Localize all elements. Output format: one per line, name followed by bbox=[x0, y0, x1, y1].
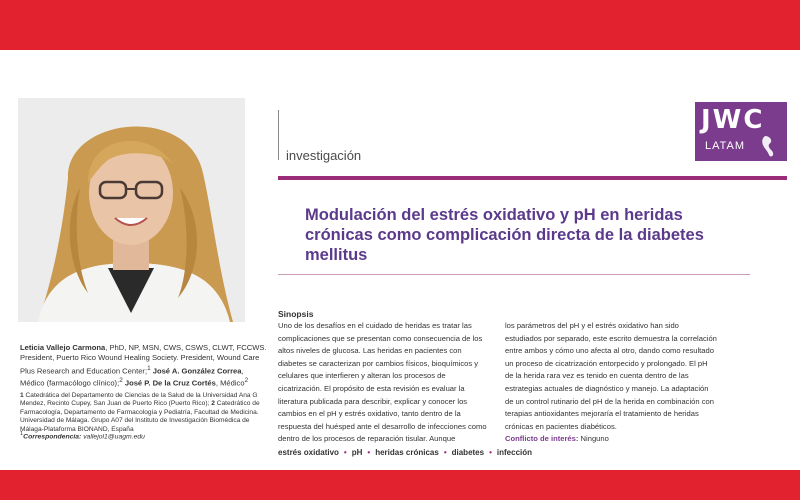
author-photo bbox=[18, 98, 245, 322]
keyword: infección bbox=[496, 448, 533, 457]
title-rule bbox=[278, 274, 750, 275]
author-name: José A. González Correa bbox=[152, 366, 242, 376]
keyword-separator: • bbox=[367, 448, 371, 457]
keyword: estrés oxidativo bbox=[278, 448, 339, 457]
correspondence bbox=[20, 431, 145, 440]
synopsis-column-2 bbox=[505, 320, 717, 446]
americas-globe-icon bbox=[759, 134, 783, 158]
affiliation-text: Catedrática del Departamento de Ciencias de la Salud de la Universidad Ana G Mendez, Recinto Cupey, San Juan de Puerto Rico (Puerto Rico); bbox=[20, 392, 258, 408]
author-name: Leticia Vallejo Carmona bbox=[20, 343, 106, 352]
affiliation-number: 2 bbox=[211, 400, 215, 408]
jwc-latam-logo bbox=[695, 102, 787, 161]
keyword-separator: • bbox=[489, 448, 492, 457]
affiliation-marker: 2 bbox=[119, 377, 123, 385]
logo-sub-text: LATAM bbox=[705, 140, 746, 152]
top-red-band bbox=[0, 0, 800, 50]
affiliation-number: 1 bbox=[20, 392, 24, 399]
synopsis-heading: Sinopsis bbox=[278, 309, 314, 319]
article-title: Modulación del estrés oxidativo y pH en heridas crónicas como complicación directa de la diabetes mellitus bbox=[305, 206, 704, 264]
section-label: investigación bbox=[286, 148, 362, 163]
correspondence-marker: 1 bbox=[20, 431, 24, 437]
logo-main-text: JWC bbox=[701, 105, 765, 135]
correspondence-label: Correspondencia: bbox=[23, 433, 82, 441]
synopsis-column-1: Uno de los desafíos en el cuidado de heridas es tratar las complicaciones que se presentan como consecuencia de los altos niveles de glucosa. Las heridas en pacientes con diabetes se caracterizan por cambios físicos, bioquímicos y celulares que interfieren y alteran los procesos de cicatrización. El propósito de esta revisión es evaluar la literatura publicada para describir, explicar y conocer los cambios en el pH y estrés oxidativo, tanto dentro de la respuesta del huésped ante el desarrollo de infecciones como dentro de los procesos de reparación tisular. Aunque bbox=[278, 321, 487, 444]
keyword-separator: • bbox=[343, 448, 347, 457]
synopsis-column-2-text: los parámetros del pH y el estrés oxidativo han sido estudiados por separado, este escrito demuestra la correlación entre ambos y cómo uno afecta al otro, dando como resultado un proceso de cicatrización entorpecido y prolongado. El pH de la herida rara vez es tenido en cuenta dentro de las estrategias actuales de diagnóstico y manejo. La adaptación de un control rutinario del pH de la herida en combinación con terapias antioxidantes mejoraría el tratamiento de heridas crónicas en pacientes diabéticos. bbox=[505, 321, 717, 431]
keyword: pH bbox=[351, 448, 363, 457]
article-page bbox=[0, 50, 800, 470]
author-details: , Médico bbox=[215, 378, 245, 388]
affiliation-marker: 1 bbox=[147, 364, 151, 372]
section-divider bbox=[278, 110, 279, 160]
conflict-of-interest-value: Ninguno bbox=[580, 434, 609, 444]
affiliation-marker: 2 bbox=[244, 377, 249, 385]
correspondence-email: vallejol1@uagm.edu bbox=[83, 433, 145, 441]
author-name: José P. De la Cruz Cortés bbox=[124, 378, 216, 388]
author-details: , Médico (farmacólogo clínico); bbox=[20, 366, 244, 388]
conflict-of-interest-label: Conflicto de interés: bbox=[505, 434, 579, 444]
keyword-separator: • bbox=[443, 448, 447, 457]
affiliation-text: Catedrático de Farmacología, Departamento de Farmacología y Pediatría, Facultad de Medicina. Universidad de Málaga. Grupo A07 del Instituto de Investigación Biomédica de Málaga-Plataforma BIONAND, España bbox=[20, 400, 260, 433]
header-rule bbox=[278, 176, 787, 180]
author-list bbox=[20, 343, 270, 389]
author-details: , PhD, NP, MSN, CWS, CSWS, CLWT, FCCWS. President, Puerto Rico Wound Healing Society. President, Wound Care Plus Research and Education Center; bbox=[20, 343, 267, 376]
author-portrait-image bbox=[18, 98, 245, 322]
bottom-red-band bbox=[0, 470, 800, 500]
keywords-list bbox=[278, 448, 532, 457]
keyword: diabetes bbox=[451, 448, 485, 457]
affiliations bbox=[20, 392, 270, 434]
keyword: heridas crónicas bbox=[375, 448, 439, 457]
